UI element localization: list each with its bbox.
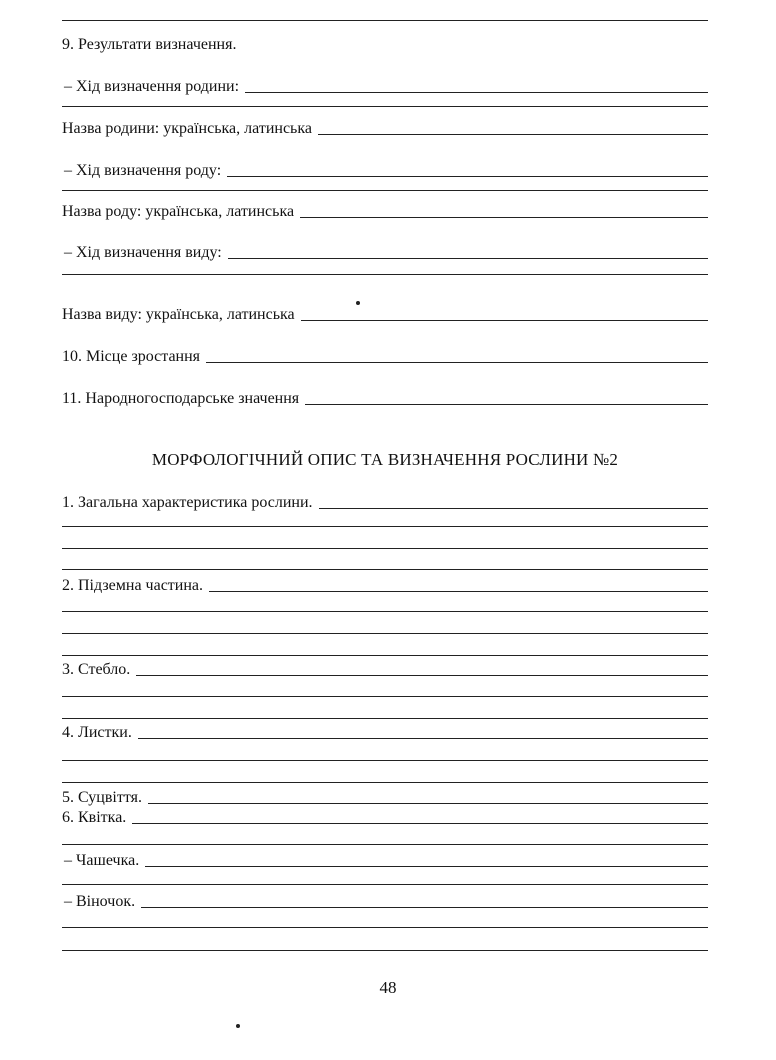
page-number: 48 — [379, 978, 397, 997]
genus-name-line[interactable] — [300, 217, 708, 218]
family-name-line[interactable] — [318, 134, 708, 135]
species-course-row[interactable] — [62, 240, 708, 262]
inflorescence-label: 5. Суцвіття. — [62, 789, 142, 806]
answer-line[interactable] — [62, 190, 708, 191]
answer-line[interactable] — [62, 633, 708, 634]
leaves-label: 4. Листки. — [62, 724, 132, 741]
genus-course-line[interactable] — [227, 176, 708, 177]
inflorescence-row[interactable] — [62, 785, 708, 807]
results-heading: 9. Результати визначення. — [62, 36, 237, 53]
answer-line[interactable] — [62, 106, 708, 107]
answer-line[interactable] — [62, 696, 708, 697]
answer-line[interactable] — [62, 548, 708, 549]
general-line[interactable] — [319, 508, 708, 509]
answer-line — [62, 20, 708, 21]
inflorescence-line[interactable] — [148, 803, 708, 804]
species-course-line[interactable] — [228, 258, 708, 259]
stem-row[interactable] — [62, 657, 708, 679]
corolla-line[interactable] — [141, 907, 708, 908]
stem-label: 3. Стебло. — [62, 661, 131, 678]
underground-row[interactable] — [62, 573, 708, 595]
flower-line[interactable] — [132, 823, 708, 824]
economic-value-label: 11. Народногосподарське значення — [62, 390, 300, 407]
habitat-label: 10. Місце зростання — [62, 348, 201, 365]
family-course-row[interactable] — [62, 74, 708, 96]
flower-row[interactable] — [62, 805, 708, 827]
answer-line[interactable] — [62, 782, 708, 783]
scan-speck — [356, 301, 360, 305]
answer-line[interactable] — [62, 274, 708, 275]
habitat-row[interactable] — [62, 344, 708, 366]
flower-label: 6. Квітка. — [62, 809, 127, 826]
species-name-line[interactable] — [301, 320, 708, 321]
scan-speck — [236, 1024, 240, 1028]
leaves-line[interactable] — [138, 738, 708, 739]
answer-line[interactable] — [62, 611, 708, 612]
results-heading-row — [62, 32, 708, 54]
genus-course-row[interactable] — [62, 158, 708, 180]
answer-line[interactable] — [62, 844, 708, 845]
calyx-line[interactable] — [145, 866, 708, 867]
answer-line[interactable] — [62, 927, 708, 928]
calyx-label: – Чашечка. — [64, 852, 140, 869]
answer-line[interactable] — [62, 718, 708, 719]
family-name-label: Назва родини: українська, латинська — [62, 120, 312, 137]
general-row[interactable] — [62, 490, 708, 512]
family-course-label: – Хід визначення родини: — [64, 78, 240, 95]
general-label: 1. Загальна характеристика рослини. — [62, 494, 313, 511]
species-course-label: – Хід визначення виду: — [64, 244, 222, 261]
economic-value-row[interactable] — [62, 386, 708, 408]
section-heading: МОРФОЛОГІЧНИЙ ОПИС ТА ВИЗНАЧЕННЯ РОСЛИНИ №2 — [151, 450, 619, 469]
stem-line[interactable] — [136, 675, 708, 676]
family-name-row[interactable] — [62, 116, 708, 138]
answer-line[interactable] — [62, 526, 708, 527]
economic-value-line[interactable] — [305, 404, 708, 405]
genus-name-row[interactable] — [62, 199, 708, 221]
family-course-line[interactable] — [245, 92, 708, 93]
corolla-label: – Віночок. — [64, 893, 136, 910]
corolla-row[interactable] — [62, 889, 708, 911]
genus-name-label: Назва роду: українська, латинська — [62, 203, 295, 220]
answer-line[interactable] — [62, 569, 708, 570]
leaves-row[interactable] — [62, 720, 708, 742]
species-name-label: Назва виду: українська, латинська — [62, 306, 295, 323]
answer-line[interactable] — [62, 655, 708, 656]
species-name-row[interactable] — [62, 302, 708, 324]
answer-line[interactable] — [62, 950, 708, 951]
answer-line[interactable] — [62, 884, 708, 885]
habitat-line[interactable] — [206, 362, 708, 363]
genus-course-label: – Хід визначення роду: — [64, 162, 222, 179]
answer-line[interactable] — [62, 760, 708, 761]
underground-label: 2. Підземна частина. — [62, 577, 204, 594]
underground-line[interactable] — [209, 591, 708, 592]
calyx-row[interactable] — [62, 848, 708, 870]
